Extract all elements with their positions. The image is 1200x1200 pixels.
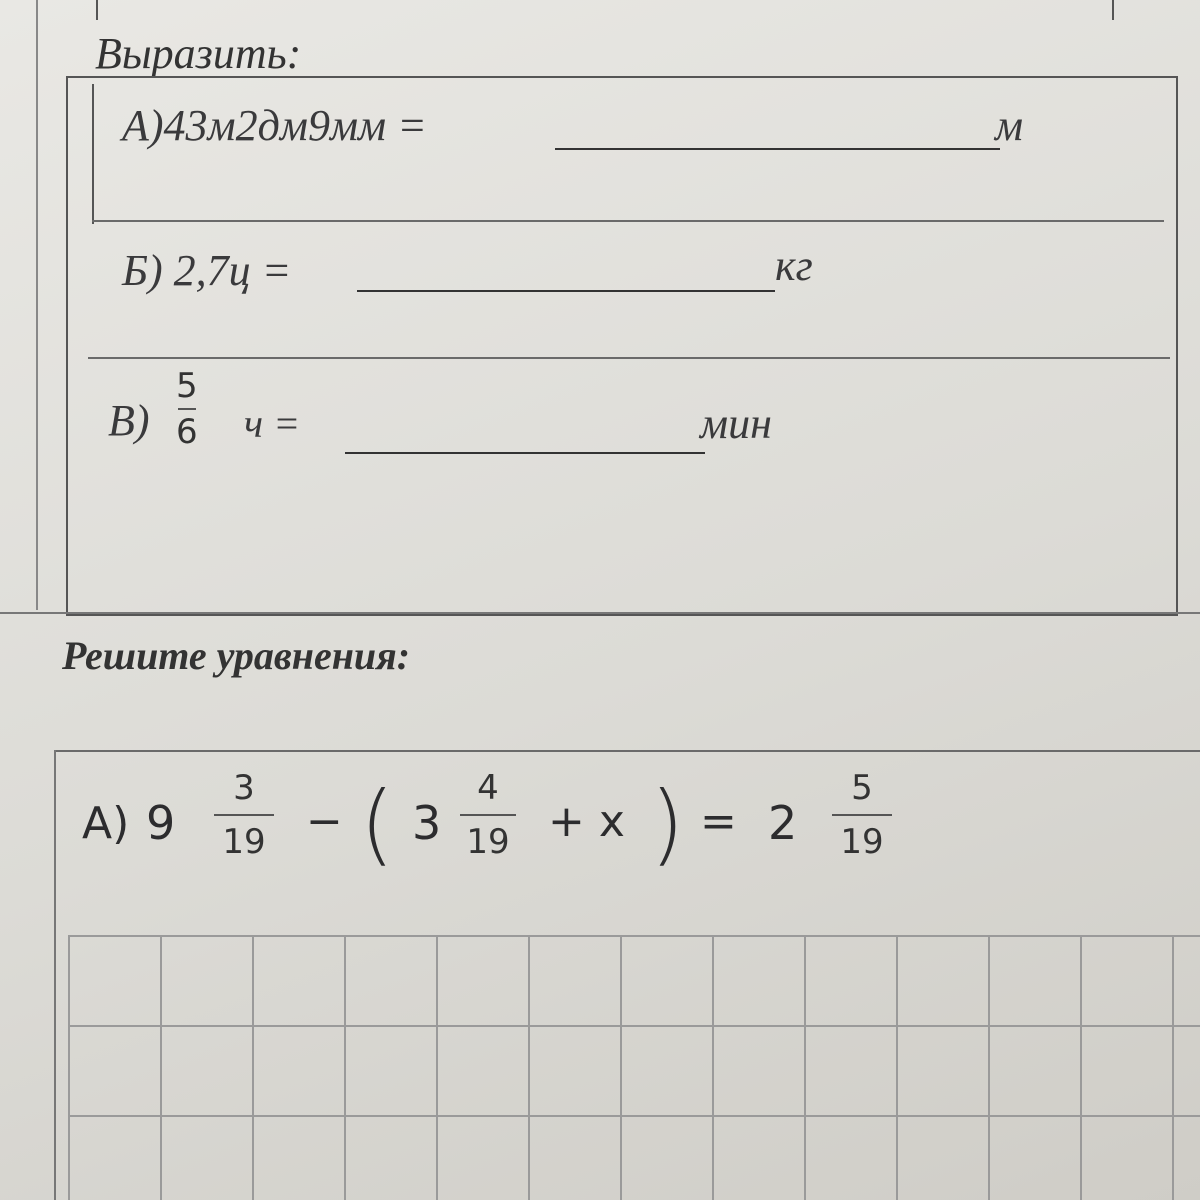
term2-whole: 3 [412, 796, 442, 850]
equation-box-left [54, 750, 56, 1200]
fraction-five-sixths [176, 366, 198, 452]
term1-fraction-bar [214, 814, 274, 816]
answer-blank-b[interactable] [357, 290, 775, 292]
fraction-denominator: 6 [176, 412, 198, 452]
answer-blank-a[interactable] [555, 148, 1000, 150]
top-border-line-right [1112, 0, 1114, 20]
term2-denominator: 19 [466, 822, 510, 862]
equals-sign: = [700, 796, 737, 847]
row-divider-1 [92, 220, 1164, 222]
term3-fraction-bar [832, 814, 892, 816]
term1-whole: 9 [146, 796, 176, 850]
close-parenthesis: ) [650, 772, 685, 875]
open-parenthesis: ( [360, 772, 395, 875]
term3-fraction [832, 768, 892, 862]
unit-a: м [995, 101, 1024, 150]
term2-fraction-bar [460, 814, 516, 816]
conversion-item-b: Б) 2,7ц = [122, 246, 292, 295]
term1-fraction [214, 768, 274, 862]
conversion-item-v-prefix: В) [108, 396, 150, 445]
conversion-table [66, 76, 1178, 616]
fraction-bar [178, 408, 196, 410]
section-heading-solve-equations: Решите уравнения: [62, 633, 411, 678]
term3-whole: 2 [768, 796, 798, 850]
equation-label: А) [82, 798, 130, 849]
equation-box-top [54, 750, 1200, 752]
conversion-item-v-suffix: ч = [244, 401, 301, 446]
unit-v: мин [700, 399, 772, 448]
term1-numerator: 3 [233, 768, 255, 808]
term3-denominator: 19 [840, 822, 884, 862]
plus-x: + x [548, 796, 625, 847]
answer-grid[interactable] [68, 935, 1200, 1200]
answer-blank-v[interactable] [345, 452, 705, 454]
minus-sign: − [306, 796, 343, 847]
fraction-numerator: 5 [176, 366, 198, 406]
term1-denominator: 19 [222, 822, 266, 862]
conversion-table-inner-line [92, 84, 94, 224]
section-heading-express: Выразить: [95, 29, 302, 78]
unit-b: кг [775, 241, 813, 290]
section-divider [0, 612, 1200, 614]
row-divider-2 [88, 357, 1170, 359]
top-border-line-left [96, 0, 98, 20]
conversion-item-a: А)43м2дм9мм = [122, 101, 427, 150]
term3-numerator: 5 [851, 768, 873, 808]
term2-numerator: 4 [477, 768, 499, 808]
term2-fraction [460, 768, 516, 862]
page-left-margin-line [36, 0, 38, 610]
